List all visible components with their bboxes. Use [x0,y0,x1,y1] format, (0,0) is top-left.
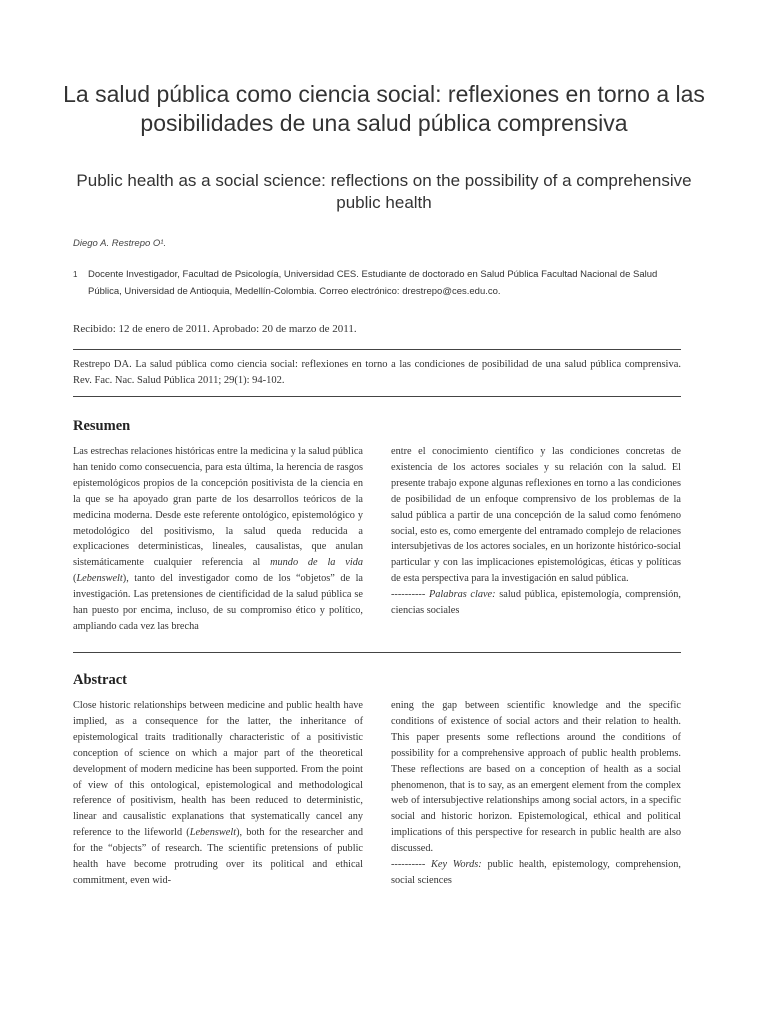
resumen-text-4: entre el conocimiento científico y las condiciones concretas de existencia de los actores sociales y su relación con la salud. El presente trabajo expone algunas reflexiones en torno a las condiciones de posibilidad de un enfoque comprensivo de los problemas de la salud pública a partir de una concepción de la salud como fenómeno social, esto es, como emergente del entramado complejo de relaciones intersubjetivas de los actores sociales, en un horizonte histórico-social particular y con las implicaciones epistemológicas, éticas y políticas de esta perspectiva para la investigación en salud pública. [391,446,681,585]
abstract-text-3: ening the gap between scientific knowledge and the specific conditions of existence of social actors and their relation to health. This paper presents some reflections around the conditions of possibility for a comprehensive approach of public health problems. These reflections are based on a conception of health as a social phenomenon, that is to say, as an emergent element from the complex web of intersubjective relationships among social actors, in a specific social and historic horizon. Epistemological, ethical and political implications of this perspective for research in public health are also discussed. [391,700,681,855]
divider-abstract [73,652,681,653]
resumen-right-column [391,444,681,619]
resumen-italic-1: mundo de la vida [270,557,363,569]
affiliation-marker: 1 [73,270,78,279]
resumen-text-2: ( [73,573,77,585]
abstract-keywords-prefix: ---------- [391,859,432,871]
affiliation [73,266,683,300]
resumen-keywords-prefix: ---------- [391,589,429,601]
abstract-italic-1: Lebenswelt [189,827,237,839]
divider-citation [73,396,681,397]
author: Diego A. Restrepo O¹. [73,238,167,249]
resumen-keywords-label: Palabras clave: [428,589,496,601]
resumen-heading: Resumen [73,418,131,434]
affiliation-text: Docente Investigador, Facultad de Psicología, Universidad CES. Estudiante de doctorado en Salud Pública Facultad Nacional de Salud Pública, Universidad de Antioquia, Medellín-Colombia. Correo electrónico: drestrepo@ces.edu.co. [88,269,658,297]
resumen-keywords: salud pública, epistemología, comprensión, ciencias sociales [391,589,681,617]
resumen-left-column [73,444,363,635]
divider-top [73,349,681,350]
abstract-keywords: public health, epistemology, comprehension, social sciences [391,859,681,886]
citation: Restrepo DA. La salud pública como ciencia social: reflexiones en torno a las condiciones de posibilidad de una salud pública comprensiva. Rev. Fac. Nac. Salud Pública 2011; 29(1): 94-102. [73,359,681,386]
abstract-text-1: Close historic relationships between medicine and public health have implied, as a consequence for the latter, the inheritance of epistemological traits traditionally characteristic of a positivistic conception of science on which a major part of the theoretical development of modern medicine has been supported. From the point of view of this ontological, epistemological and methodological reference of positivism, health has been reduced to deterministic, linear and causalistic explanations that systematically cancel any reference to the lifeworld ( [73,700,363,839]
abstract-right-column [391,698,681,889]
resumen-italic-2: Lebenswelt [76,573,123,585]
abstract-keywords-label: Key Words: [431,859,482,871]
title-english: Public health as a social science: reflections on the possibility of a comprehensive public health [76,171,692,212]
abstract-heading: Abstract [73,672,127,688]
received-dates: Recibido: 12 de enero de 2011. Aprobado: 20 de marzo de 2011. [73,323,357,335]
resumen-text-1: Las estrechas relaciones históricas entre la medicina y la salud pública han tenido como consecuencia, para esta última, la herencia de rasgos epistemológicos propios de la concepción positivista de la ciencia en la que se ha apoyado gran parte de los desarrollos teóricos de la medicina moderna. Desde este referente ontológico, epistemológico y metodológico del positivismo, la salud queda reducida a explicaciones deterministicas, lineales, causalistas, que anulan sistemáticamente cualquier referencia al [73,446,363,569]
title-spanish: La salud pública como ciencia social: reflexiones en torno a las posibilidades de una salud pública comprensiva [63,81,705,136]
abstract-left-column [73,698,363,889]
abstract-text-2: ), both for the researcher and for the “objects” of research. The scientific pretensions of public health have become protruding over its political and ethical commitment, even wid- [73,827,363,886]
resumen-text-3: ), tanto del investigador como de los “objetos” de la investigación. Las pretensiones de cientificidad de la salud pública se han puesto por encima, incluso, de su compromiso ético y político, ampliando cada vez las brecha [73,573,363,632]
